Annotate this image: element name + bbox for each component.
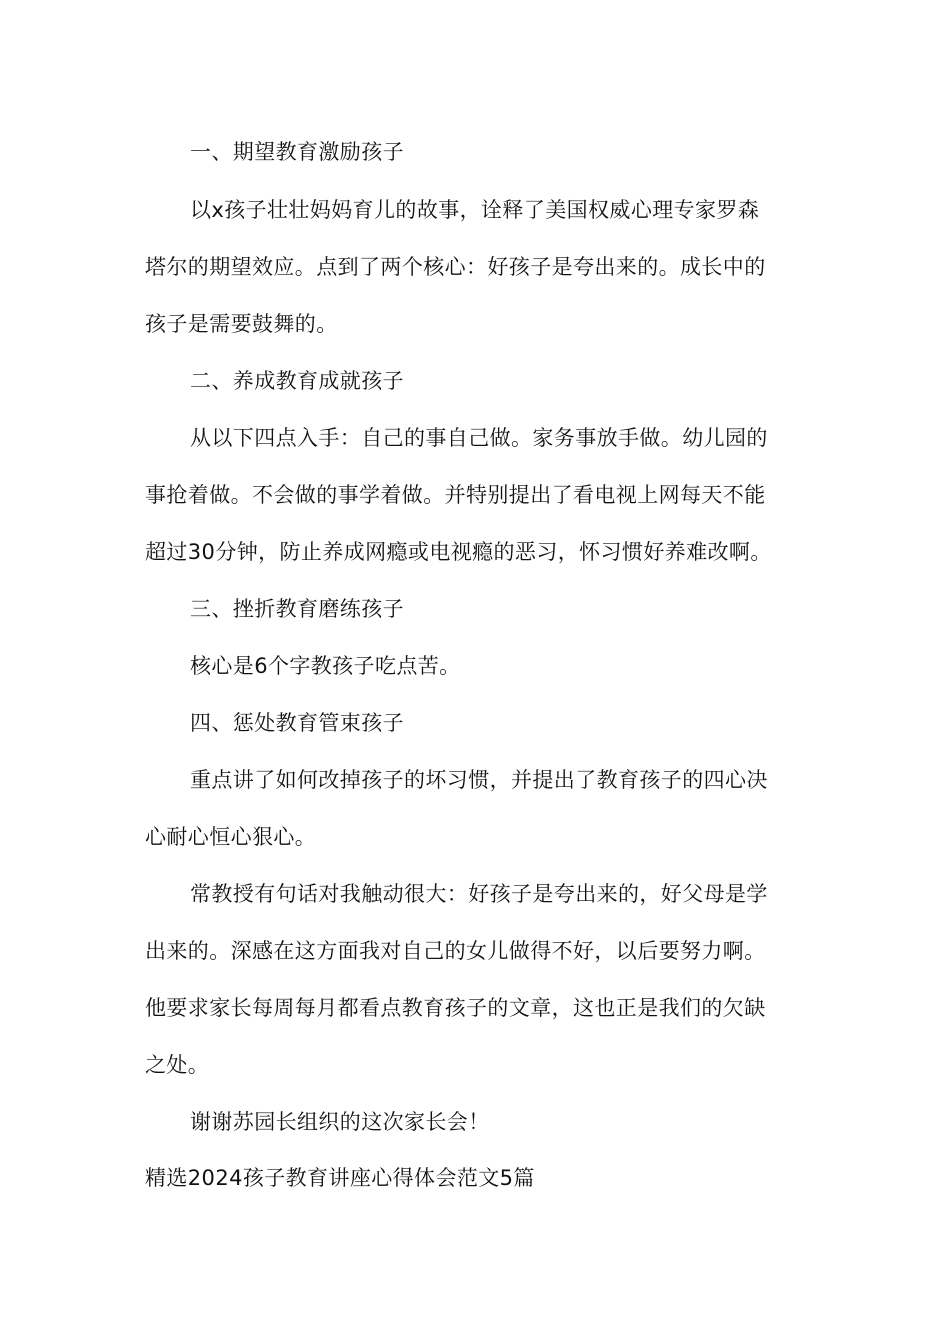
- paragraph-line: 超过30分钟，防止养成网瘾或电视瘾的恶习，怀习惯好养难改啊。: [145, 540, 772, 564]
- heading-frustration-education: 三、挫折教育磨练孩子: [190, 597, 404, 621]
- paragraph-line: 心耐心恒心狠心。: [145, 825, 317, 849]
- paragraph-line: 他要求家长每周每月都看点教育孩子的文章，这也正是我们的欠缺: [145, 996, 766, 1020]
- paragraph-line: 之处。: [145, 1053, 210, 1077]
- paragraph-line: 核心是6个字教孩子吃点苦。: [190, 654, 461, 678]
- paragraph-line: 以x孩子壮壮妈妈育儿的故事，诠释了美国权威心理专家罗森: [190, 198, 760, 222]
- paragraph-line: 重点讲了如何改掉孩子的坏习惯，并提出了教育孩子的四心决: [190, 768, 768, 792]
- heading-discipline-education: 四、惩处教育管束孩子: [190, 711, 404, 735]
- thanks-line: 谢谢苏园长组织的这次家长会！: [190, 1110, 490, 1134]
- heading-habit-education: 二、养成教育成就孩子: [190, 369, 404, 393]
- paragraph-line: 事抢着做。不会做的事学着做。并特别提出了看电视上网每天不能: [145, 483, 766, 507]
- document-title: 精选2024孩子教育讲座心得体会范文5篇: [145, 1166, 535, 1190]
- heading-expectation-education: 一、期望教育激励孩子: [190, 140, 404, 164]
- paragraph-line: 塔尔的期望效应。点到了两个核心：好孩子是夸出来的。成长中的: [145, 255, 766, 279]
- paragraph-line: 出来的。深感在这方面我对自己的女儿做得不好，以后要努力啊。: [145, 939, 766, 963]
- paragraph-line: 常教授有句话对我触动很大：好孩子是夸出来的，好父母是学: [190, 882, 768, 906]
- paragraph-line: 从以下四点入手：自己的事自己做。家务事放手做。幼儿园的: [190, 426, 768, 450]
- paragraph-line: 孩子是需要鼓舞的。: [145, 312, 338, 336]
